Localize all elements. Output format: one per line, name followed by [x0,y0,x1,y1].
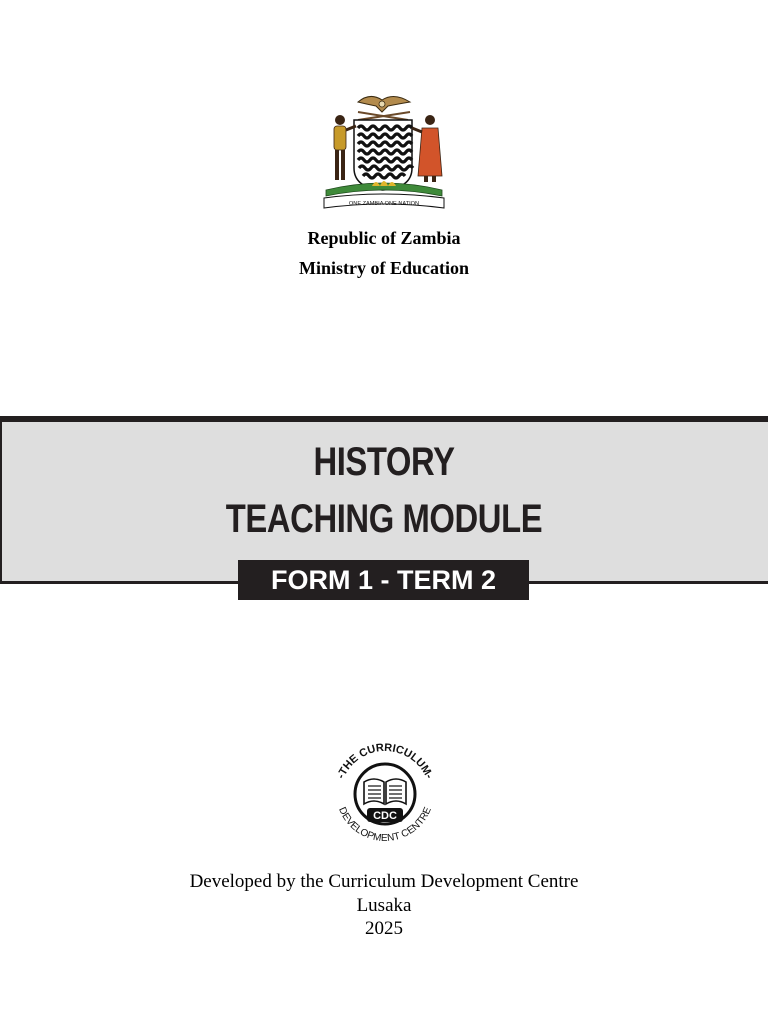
country-name: Republic of Zambia [307,228,461,248]
subject-title: HISTORY [313,440,455,484]
motto-text: ONE ZAMBIA ONE NATION [348,201,420,207]
form-term-label: FORM 1 - TERM 2 [238,560,529,600]
document-type-title: TEACHING MODULE [225,497,543,541]
ministry-name: Ministry of Education [298,258,469,278]
developed-by-line: Developed by the Curriculum Development Centre [189,871,579,892]
city-line: Lusaka [356,895,412,916]
cdc-ring-bottom: DEVELOPMENT CENTRE [336,805,434,845]
cdc-logo [326,742,444,846]
year-line: 2025 [365,918,403,939]
cdc-ring-top: -THE CURRICULUM- [334,742,436,781]
coat-of-arms-emblem [318,90,450,214]
cdc-acronym: CDC [373,810,397,822]
